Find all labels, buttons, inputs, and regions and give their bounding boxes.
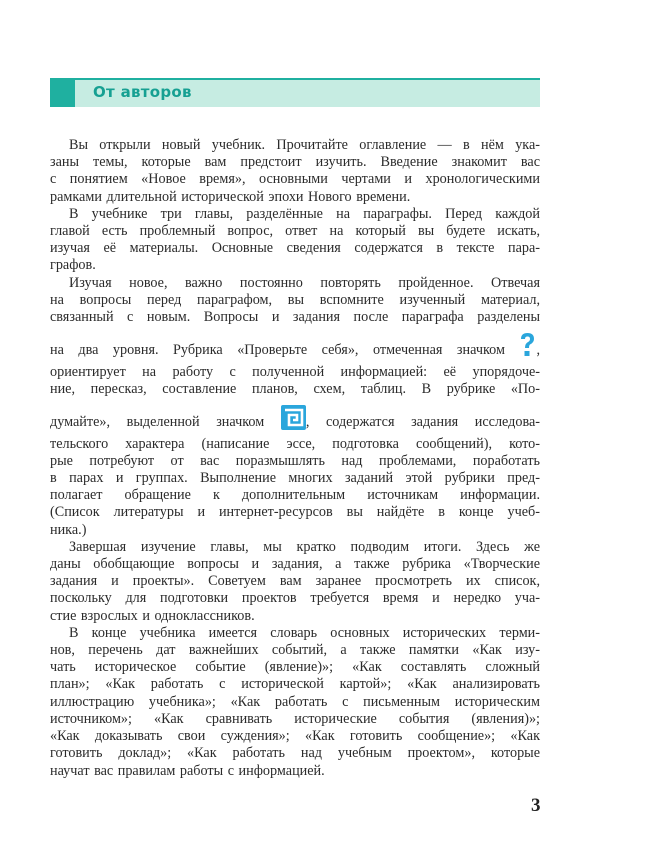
text-line [50, 332, 540, 364]
text-line: в парах и группах. Выполнение многих заданий этой рубрики пред- [50, 470, 540, 487]
text-line: нов, перечень дат важнейших событий, а также памятки «Как изу- [50, 642, 540, 659]
text-line: графов. [50, 257, 96, 274]
text-line: ника.) [50, 521, 87, 538]
text-line: связанный с новым. Вопросы и задания после параграфа разделены [50, 309, 540, 326]
text-line: В конце учебника имеется словарь основных исторических терми- [69, 624, 540, 641]
text-line: рые потребуют от вас поразмышлять над проблемами, поработать [50, 452, 540, 469]
text-line: стие взрослых и одноклассников. [50, 607, 255, 624]
text-line: план»; «Как работать с исторической картой»; «Как анализировать [50, 676, 540, 693]
text-line: с понятием «Новое время», основными чертами и хронологическими [50, 171, 540, 188]
text-line: даны обобщающие вопросы и задания, а также рубрика «Творческие [50, 556, 540, 573]
text-line: поскольку для подготовки проектов требуется время и нередко уча- [50, 590, 540, 607]
text-line: ориентирует на работу с полученной информацией: её упорядоче- [50, 364, 540, 381]
text-line: источником»; «Как сравнивать исторические события (явления)»; [50, 710, 540, 727]
text-line: заны темы, которые вам предстоит изучить. Введение знакомит вас [50, 154, 540, 171]
text-line: задания и проекты». Советуем вам заранее просмотреть их список, [50, 573, 540, 590]
text-line: Вы открыли новый учебник. Прочитайте оглавление — в нём ука- [69, 137, 540, 153]
text-line: В учебнике три главы, разделённые на параграфы. Перед каждой [69, 205, 540, 222]
text-line: «Как доказывать свои суждения»; «Как готовить сообщение»; «Как [50, 728, 540, 745]
text-line: готовить доклад»; «Как работать над учебным проектом», которые [50, 745, 540, 762]
text-line: главой есть проблемный вопрос, ответ на который вы будете искать, [50, 223, 540, 240]
text-line: Изучая новое, важно постоянно повторять пройденное. Отвечая [69, 274, 540, 291]
text-line: чать историческое событие (явление)»; «Как составлять сложный [50, 659, 540, 676]
page-number: 3 [531, 795, 541, 816]
text-line: полагает обращение к дополнительным источникам информации. [50, 487, 540, 504]
text-segment: , [536, 342, 541, 359]
text-line [50, 405, 540, 436]
text-segment: на два уровня. Рубрика «Проверьте себя», отмеченная значком [50, 342, 505, 359]
text-line: изучая её материалы. Основные сведения содержатся в тексте пара- [50, 240, 540, 257]
text-line: научат вас правилам работы с информацией. [50, 762, 325, 779]
text-line: тельского характера (написание эссе, подготовка сообщений), кото- [50, 435, 540, 452]
question-mark-icon [519, 332, 536, 358]
section-header [50, 78, 540, 107]
text-line: рамками длительной исторической эпохи Нового времени. [50, 188, 411, 205]
text-line: на вопросы перед параграфом, вы вспомните изученный материал, [50, 291, 540, 308]
text-line: (Список литературы и интернет-ресурсов вы найдёте в конце учеб- [50, 504, 540, 521]
spiral-think-icon [281, 405, 306, 430]
text-line: ние, пересказ, составление планов, схем, таблиц. В рубрике «По- [50, 381, 540, 398]
text-line: Завершая изучение главы, мы кратко подводим итоги. Здесь же [69, 538, 540, 555]
text-segment: думайте», выделенной значком [50, 413, 265, 430]
body-text [50, 137, 540, 780]
text-line: иллюстрацию учебника»; «Как работать с письменным историческим [50, 693, 540, 710]
text-segment: , содержатся задания исследова- [305, 413, 541, 430]
header-accent-square [50, 78, 75, 107]
section-title: От авторов [93, 83, 192, 101]
